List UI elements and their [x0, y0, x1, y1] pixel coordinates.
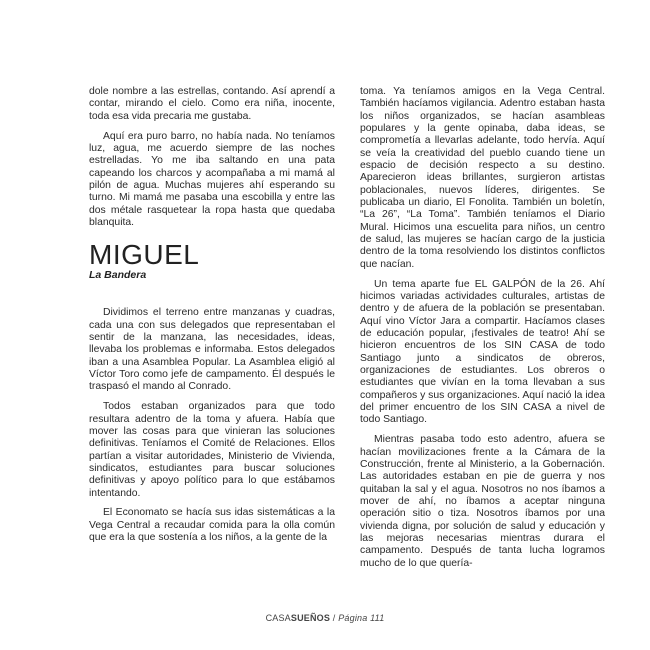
- paragraph: Todos estaban organizados para que todo resultara adentro de la toma y afuera. Había que mover las cosas para que vinieran las soluciones definitivas. Teníamos el Comité de Relaciones. Ellos partían a visitar autoridades, Ministerio de Vivienda, sindicatos, estudiantes para buscar soluciones definitivas y apoyo político para lo que estábamos intentando.: [89, 401, 335, 499]
- paragraph: Un tema aparte fue EL GALPÓN de la 26. Ahí hicimos variadas actividades culturales, artistas de dentro y de afuera de la población se presentaban. Aquí vino Víctor Jara a compartir. Hacíamos clases de educación popular, ¡festivales de teatro! Ahí se hicieron encuentros de los SIN CASA de todo Santiago junto a sindicatos de obreros, organizaciones de estudiantes. Los obreros o estudiantes que vivían en la toma llevaban a sus compañeros y sus organizaciones. Aquí nació la idea del primer encuentro de los SIN CASA a nivel de todo Santiago.: [360, 278, 605, 426]
- right-column: [360, 86, 605, 578]
- section-subtitle: La Bandera: [89, 269, 147, 282]
- paragraph: toma. Ya teníamos amigos en la Vega Central. También hacíamos vigilancia. Adentro estaban hasta los niños organizados, se hacían asambleas populares y la gente opinaba, daba ideas, se comprometía a llevarlas adelante, todo hervía. Aquí se veía la creatividad del pueblo cuando tiene un espacio de decisión respecto a su destino. Aparecieron ideas brillantes, surgieron artistas poblacionales, nuevos líderes, dirigentes. Se publicaba un diario, El Fonolita. También un boletín, “La 26”, “La Toma”. También teníamos el Diario Mural. Hicimos una escuelita para niños, un centro de salud, las mujeres se hacían cargo de la justicia dentro de la toma resolviendo los distintos conflictos que nacían.: [360, 86, 605, 270]
- paragraph: Aquí era puro barro, no había nada. No teníamos luz, agua, me acuerdo siempre de las noches estrelladas. Yo me iba saltando en una pata capeando los charcos y acompañaba a mi mamá al pilón de agua. Muchas mujeres ahí esperando su turno. Mi mamá me pasaba una escobilla y entre las dos métale rasquetear la ropa hasta que quedaba blanquita.: [89, 130, 335, 228]
- left-column: [89, 86, 335, 552]
- footer-brand-part1: CASA: [265, 613, 291, 623]
- page-number: Página 111: [338, 613, 385, 623]
- footer-separator: /: [330, 613, 339, 623]
- footer-brand-part2: SUEÑOS: [290, 613, 331, 623]
- paragraph: Mientras pasaba todo esto adentro, afuera se hacían movilizaciones frente a la Cámara de la Construcción, frente al Ministerio, a la Gobernación. Las autoridades estaban en pie de guerra y nos quitaban la sal y el agua. Nosotros no nos íbamos a mover de ahí, no íbamos a aceptar ninguna operación sitio o tiza. Nosotros íbamos por una vivienda digna, por solución de salud y educación y las mejoras necesarias mientras durara el campamento. Después de tanta lucha logramos mucho de lo que quería-: [360, 434, 605, 569]
- section-title: MIGUEL: [89, 239, 200, 271]
- paragraph: dole nombre a las estrellas, contando. Así aprendí a contar, mirando el cielo. Como era niña, inocente, toda esa vida precaria me gustaba.: [89, 86, 335, 122]
- paragraph: El Economato se hacía sus idas sistemáticas a la Vega Central a recaudar comida para la olla común que era la que sostenía a los niños, a la gente de la: [89, 507, 335, 544]
- section-heading: [89, 241, 335, 281]
- paragraph: Dividimos el terreno entre manzanas y cuadras, cada una con sus delegados que representaban el sentir de la manzana, las necesidades, ideas, llevaba los problemas e informaba. Estos delegados iban a una Asamblea Popular. La Asamblea eligió al Víctor Toro como jefe de campamento. Él después le traspasó el mando al Conrado.: [89, 307, 335, 393]
- page-footer: [0, 613, 650, 623]
